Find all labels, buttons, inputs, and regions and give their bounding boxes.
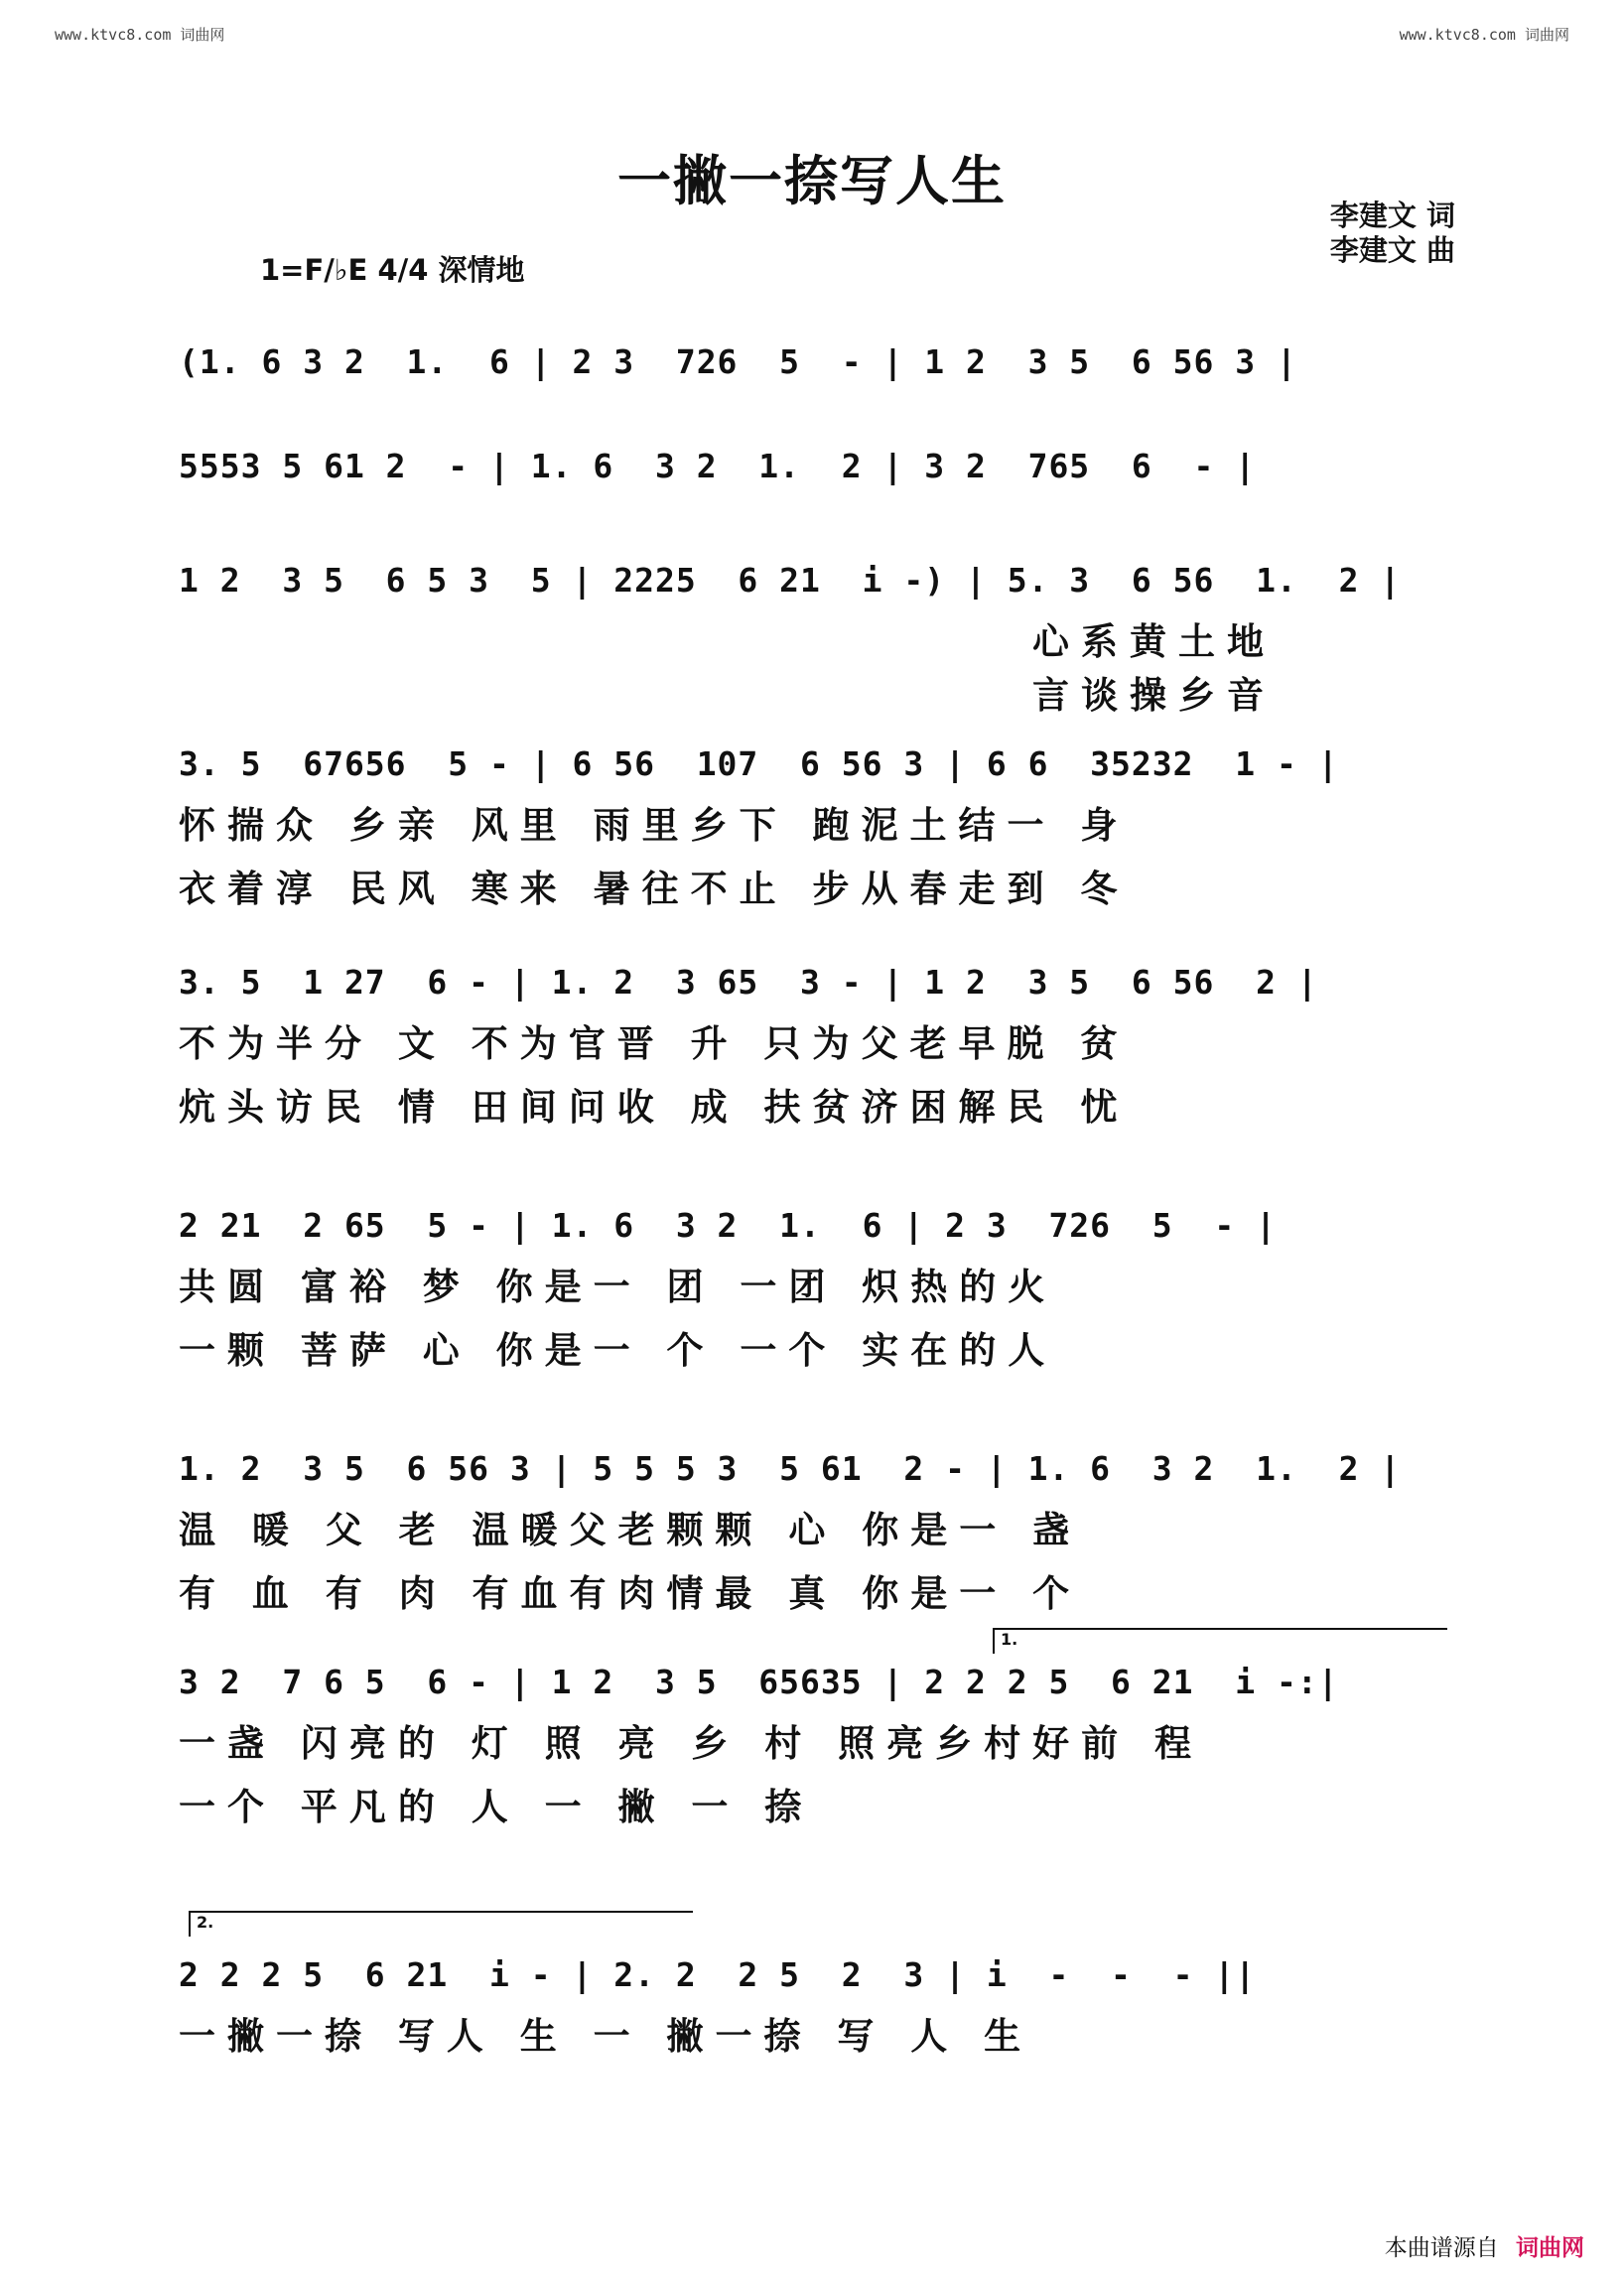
notes-line: 2 2 2 5 6 21 i - | 2. 2 2 5 2 3 | i - - - || xyxy=(179,1955,1257,1994)
ending-bracket-2: 2. xyxy=(189,1911,693,1937)
score-system-3 xyxy=(179,551,1449,728)
score-system-4 xyxy=(179,735,1449,921)
score-system-8 xyxy=(179,1630,1449,1839)
footer-source-label: 本曲谱源自 xyxy=(1384,2235,1499,2261)
composer: 李建文 曲 xyxy=(1329,233,1455,267)
lyric-verse-2: 言谈操乡音 xyxy=(1032,674,1276,717)
header-left-site: www.ktvc8.com 词曲网 xyxy=(55,26,225,44)
score-system-2 xyxy=(179,437,1449,496)
lyric-verse-2: 衣着淳 民风 寒来 暑往不止 步从春走到 冬 xyxy=(179,868,1130,910)
lyric-verse-1: 不为半分 文 不为官晋 升 只为父老早脱 贫 xyxy=(179,1022,1130,1065)
notes-line: 1. 2 3 5 6 56 3 | 5 5 5 3 5 61 2 - | 1. 6 3 2 1. 2 | xyxy=(179,1449,1402,1488)
right-watermark-strip xyxy=(1610,0,1624,2278)
score-system-9 xyxy=(179,1913,1449,2069)
key-tempo: 1=F/♭E 4/4 深情地 xyxy=(260,253,525,287)
lyric-verse-1: 温 暖 父 老 温暖父老颗颗 心 你是一 盏 xyxy=(179,1509,1082,1551)
score-system-5 xyxy=(179,953,1449,1139)
lyric-verse-1: 共圆 富裕 梦 你是一 团 一团 炽热的火 xyxy=(179,1266,1057,1308)
notes-line: 3. 5 1 27 6 - | 1. 2 3 65 3 - | 1 2 3 5 6 56 2 | xyxy=(179,963,1318,1002)
lyric-verse-2: 有 血 有 肉 有血有肉情最 真 你是一 个 xyxy=(179,1572,1082,1615)
lyric-verse-2: 一颗 菩萨 心 你是一 个 一个 实在的人 xyxy=(179,1329,1057,1372)
notes-line: 5553 5 61 2 - | 1. 6 3 2 1. 2 | 3 2 765 6 - | xyxy=(179,447,1257,485)
notes-line: 3 2 7 6 5 6 - | 1 2 3 5 65635 | 2 2 2 5 6 21 i -:| xyxy=(179,1663,1339,1701)
ending-bracket-1: 1. xyxy=(993,1628,1447,1654)
notes-line: 2 21 2 65 5 - | 1. 6 3 2 1. 6 | 2 3 726 5 - | xyxy=(179,1206,1277,1245)
score-system-1 xyxy=(179,333,1449,392)
header-right-site: www.ktvc8.com 词曲网 xyxy=(1399,26,1569,44)
lyric-verse-1: 一盏 闪亮的 灯 照 亮 乡 村 照亮乡村好前 程 xyxy=(179,1722,1204,1765)
credits xyxy=(1330,199,1455,268)
song-title: 一撇一捺写人生 xyxy=(617,150,1007,212)
score-system-6 xyxy=(179,1196,1449,1383)
lyricist: 李建文 词 xyxy=(1329,199,1455,232)
footer-brand-link[interactable]: 词曲网 xyxy=(1516,2235,1584,2261)
lyric-verse-2: 炕头访民 情 田间问收 成 扶贫济困解民 忧 xyxy=(179,1086,1130,1129)
lyric-verse-1: 一撇一捺 写人 生 一 撇一捺 写 人 生 xyxy=(179,2015,1033,2058)
left-watermark-strip xyxy=(0,0,14,2278)
notes-line: 1 2 3 5 6 5 3 5 | 2225 6 21 i -) | 5. 3 6 56 1. 2 | xyxy=(179,561,1402,600)
score-system-7 xyxy=(179,1439,1449,1626)
lyric-verse-1: 怀揣众 乡亲 风里 雨里乡下 跑泥土结一 身 xyxy=(179,804,1130,847)
footer xyxy=(1385,2229,1584,2262)
notes-line: (1. 6 3 2 1. 6 | 2 3 726 5 - | 1 2 3 5 6 56 3 | xyxy=(179,342,1297,381)
notes-line: 3. 5 67656 5 - | 6 56 107 6 56 3 | 6 6 35232 1 - | xyxy=(179,744,1339,783)
lyric-verse-2: 一个 平凡的 人 一 撇 一 捺 xyxy=(179,1786,814,1828)
lyric-verse-1: 心系黄土地 xyxy=(1032,620,1276,663)
